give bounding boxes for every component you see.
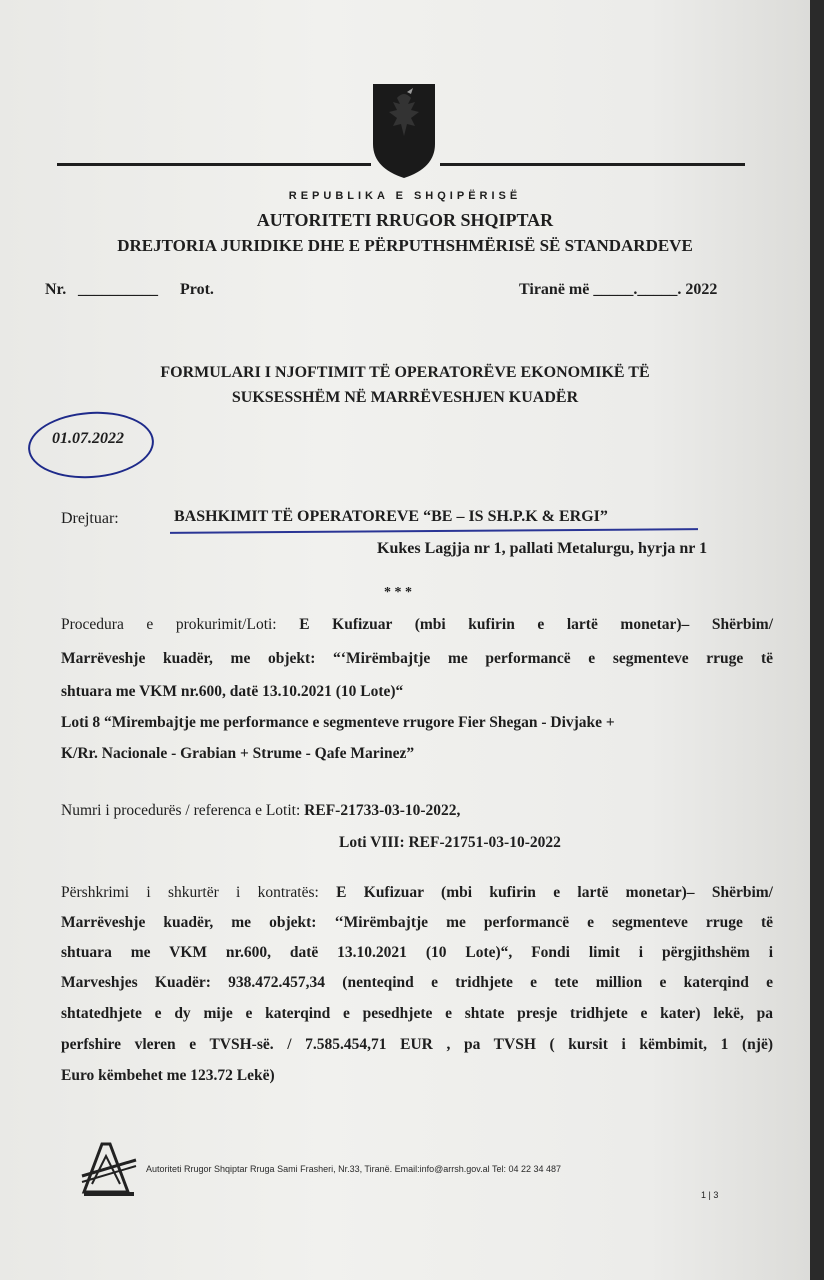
procedure-label: Procedura e prokurimit/Loti:	[61, 616, 277, 633]
description-line-7: Euro këmbehet me 123.72 Lekë)	[61, 1067, 275, 1084]
procedure-framework: Marrëveshje kuadër,	[61, 650, 213, 667]
authority-name: AUTORITETI RRUGOR SHQIPTAR	[256, 210, 554, 230]
description-line-6: perfshire vleren e TVSH-së. / 7.585.454,71 EUR , pa TVSH ( kursit i këmbimit, 1 (një)	[61, 1036, 773, 1053]
reference-line	[61, 802, 460, 820]
procedure-type: E Kufizuar (mbi kufirin e lartë monetar)– Shërbim/	[299, 616, 774, 633]
section-separator: * * *	[384, 585, 412, 600]
nr-blank: __________	[78, 281, 158, 298]
header-rule-right	[440, 163, 745, 166]
coat-of-arms-icon	[371, 82, 437, 180]
description-line-4: Marveshjes Kuadër: 938.472.457,34 (nenteqind e tridhjete e tete million e katerqind e	[61, 974, 773, 991]
procedure-line-2	[61, 644, 773, 673]
description-line-3: shtuara me VKM nr.600, datë 13.10.2021 (10 Lote)“, Fondi limit i përgjithshëm i	[61, 944, 773, 961]
description-line-5: shtatedhjete e dy mije e katerqind e pesedhjete e shtate presje tridhjete e kater) lekë, pa	[61, 1005, 773, 1022]
nr-label: Nr.	[45, 281, 67, 298]
place-date: Tiranë më _____._____. 2022	[519, 281, 718, 298]
recipient-label: Drejtuar:	[61, 510, 119, 527]
description-line-1	[61, 878, 773, 907]
form-title-line1: FORMULARI I NJOFTIMIT TË OPERATORËVE EKONOMIKË TË	[160, 364, 650, 381]
reference-label: Numri i procedurës / referenca e Lotit:	[61, 802, 301, 819]
form-title-line2: SUKSESSHËM NË MARRËVESHJEN KUADËR	[231, 389, 579, 406]
prot-label: Prot.	[180, 281, 214, 298]
description-label: Përshkrimi i shkurtër i kontratës:	[61, 884, 319, 901]
description-line-2: Marrëveshje kuadër, me objekt: ‘‘Mirëmbajtje me performancë e segmenteve rruge të	[61, 914, 773, 931]
recipient-address: Kukes Lagjja nr 1, pallati Metalurgu, hyrja nr 1	[377, 540, 708, 557]
arrsh-logo-icon	[80, 1136, 138, 1198]
handwritten-date: 01.07.2022	[52, 430, 124, 447]
header-rule-left	[57, 163, 371, 166]
reference-value: REF-21733-03-10-2022,	[304, 802, 461, 819]
recipient-name: BASHKIMIT TË OPERATOREVE “BE – IS SH.P.K & ERGI”	[174, 508, 608, 525]
reference-lot: Loti VIII: REF-21751-03-10-2022	[339, 834, 561, 851]
description-type: E Kufizuar (mbi kufirin e lartë monetar)– Shërbim/	[336, 884, 773, 901]
republic-label: REPUBLIKA E SHQIPËRISË	[288, 190, 522, 202]
page-number: 1 | 3	[701, 1190, 719, 1200]
procedure-lot-line-1: Loti 8 “Mirembajtje me performance e segmenteve rrugore Fier Shegan - Divjake +	[61, 714, 615, 731]
procedure-line-1	[61, 610, 773, 639]
directorate-name: DREJTORIA JURIDIKE DHE E PËRPUTHSHMËRISË SË STANDARDEVE	[117, 236, 693, 255]
procedure-lot-line-2: K/Rr. Nacionale - Grabian + Strume - Qafe Marinez”	[61, 745, 415, 762]
procedure-object: me objekt: “‘Mirëmbajtje me performancë e segmenteve rruge të	[230, 650, 774, 667]
procedure-line-3: shtuara me VKM nr.600, datë 13.10.2021 (10 Lote)“	[61, 683, 404, 700]
handwritten-underline	[170, 528, 698, 534]
footer-contact: Autoriteti Rrugor Shqiptar Rruga Sami Frasheri, Nr.33, Tiranë. Email:info@arrsh.gov.al Tel: 04 22 34 487	[146, 1164, 562, 1174]
